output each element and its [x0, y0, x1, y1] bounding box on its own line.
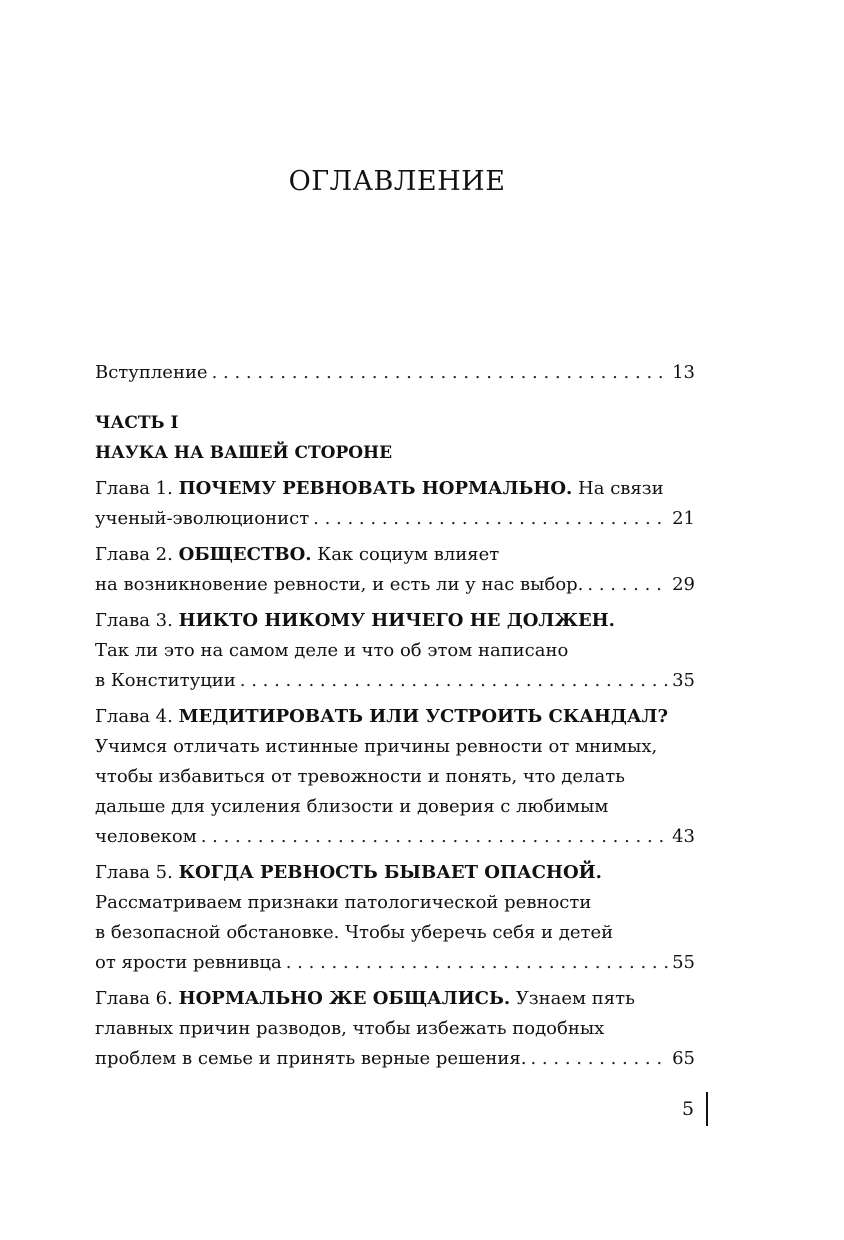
chapter-subtitle-start: На связи: [578, 478, 664, 499]
part-label: ЧАСТЬ I: [95, 413, 179, 433]
page-title: ОГЛАВЛЕНИЕ: [288, 166, 506, 197]
leader-dots: [212, 358, 669, 388]
toc-entry-first-line: [95, 984, 695, 1014]
toc-page-number: 13: [672, 362, 695, 383]
toc-entry-last-line: [95, 948, 695, 978]
chapter-subtitle-line: [95, 762, 695, 792]
chapter-subtitle-line: [95, 918, 695, 948]
page-footer: [682, 1092, 708, 1126]
chapter-prefix: Глава 4.: [95, 706, 173, 727]
toc-entry-chapter-3[interactable]: [95, 606, 695, 696]
chapter-prefix: Глава 2.: [95, 544, 173, 565]
chapter-subtitle-start: Как социум влияет: [317, 544, 500, 565]
toc-entry-last-line: [95, 666, 695, 696]
chapter-subtitle-text: Рассматриваем признаки патологической ревности: [95, 892, 592, 913]
chapter-title: НИКТО НИКОМУ НИЧЕГО НЕ ДОЛЖЕН.: [178, 610, 615, 631]
leader-dots: [286, 948, 668, 978]
chapter-title: КОГДА РЕВНОСТЬ БЫВАЕТ ОПАСНОЙ.: [178, 862, 602, 883]
chapter-subtitle-end: в Конституции: [95, 670, 236, 691]
chapter-title: НОРМАЛЬНО ЖЕ ОБЩАЛИСЬ.: [178, 988, 511, 1009]
toc-entry-heading: [95, 474, 664, 504]
page-number: 5: [682, 1098, 695, 1120]
toc-entry-heading: [95, 858, 602, 888]
chapter-subtitle-line: [95, 636, 695, 666]
leader-dots: [313, 504, 668, 534]
chapter-subtitle-text: Учимся отличать истинные причины ревности от мнимых,: [95, 736, 658, 757]
toc-entry-chapter-2[interactable]: [95, 540, 695, 600]
chapter-subtitle-text: главных причин разводов, чтобы избежать подобных: [95, 1018, 605, 1039]
toc-entry-first-line: [95, 702, 695, 732]
chapter-subtitle-line: [95, 792, 695, 822]
chapter-title: ПОЧЕМУ РЕВНОВАТЬ НОРМАЛЬНО.: [178, 478, 573, 499]
page-number-rule: [706, 1092, 708, 1126]
toc-page-number: 29: [672, 574, 695, 595]
chapter-subtitle-start: Узнаем пять: [515, 988, 635, 1009]
chapter-subtitle-text: дальше для усиления близости и доверия с любимым: [95, 796, 609, 817]
toc-page-number: 65: [672, 1048, 695, 1069]
toc-entry-last-line: [95, 1044, 695, 1074]
chapter-title: ОБЩЕСТВО.: [178, 544, 312, 565]
toc-entry-heading: [95, 984, 635, 1014]
toc-page-number: 21: [672, 508, 695, 529]
toc-entry-first-line: [95, 606, 695, 636]
toc-entry-first-line: [95, 858, 695, 888]
chapter-subtitle-line: [95, 732, 695, 762]
chapter-title: МЕДИТИРОВАТЬ ИЛИ УСТРОИТЬ СКАНДАЛ?: [178, 706, 669, 727]
toc-entry-intro[interactable]: [95, 358, 695, 388]
toc-page-number: 43: [672, 826, 695, 847]
chapter-subtitle-text: в безопасной обстановке. Чтобы уберечь себя и детей: [95, 922, 614, 943]
toc-entry-chapter-5[interactable]: [95, 858, 695, 978]
toc-page-number: 35: [672, 670, 695, 691]
toc-entry-last-line: [95, 822, 695, 852]
chapter-list: [95, 474, 695, 1074]
toc-entry-last-line: [95, 570, 695, 600]
toc-entry-last-line: [95, 504, 695, 534]
part-title: НАУКА НА ВАШЕЙ СТОРОНЕ: [95, 443, 393, 463]
leader-dots: [587, 570, 668, 600]
toc-entry-chapter-6[interactable]: [95, 984, 695, 1074]
toc-entry-chapter-1[interactable]: [95, 474, 695, 534]
chapter-subtitle-end: ученый-эволюционист: [95, 508, 310, 529]
toc-entry-first-line: [95, 474, 695, 504]
chapter-subtitle-line: [95, 888, 695, 918]
leader-dots: [201, 822, 668, 852]
toc-entry-chapter-4[interactable]: [95, 702, 695, 852]
toc-entry-heading: [95, 540, 499, 570]
toc-entry-heading: [95, 702, 668, 732]
chapter-prefix: Глава 1.: [95, 478, 173, 499]
chapter-subtitle-end: проблем в семье и принять верные решения.: [95, 1048, 527, 1069]
toc-page-number: 55: [672, 952, 695, 973]
chapter-subtitle-text: Так ли это на самом деле и что об этом написано: [95, 640, 569, 661]
toc-entry-first-line: [95, 540, 695, 570]
chapter-subtitle-text: чтобы избавиться от тревожности и понять, что делать: [95, 766, 625, 787]
chapter-subtitle-end: человеком: [95, 826, 197, 847]
chapter-prefix: Глава 6.: [95, 988, 173, 1009]
chapter-subtitle-end: на возникновение ревности, и есть ли у нас выбор.: [95, 574, 584, 595]
toc-entry-heading: [95, 606, 615, 636]
chapter-subtitle-end: от ярости ревнивца: [95, 952, 282, 973]
leader-dots: [530, 1044, 668, 1074]
toc-entry-label: Вступление: [95, 362, 208, 383]
chapter-prefix: Глава 3.: [95, 610, 173, 631]
table-of-contents: [95, 358, 695, 1074]
chapter-prefix: Глава 5.: [95, 862, 173, 883]
chapter-subtitle-line: [95, 1014, 695, 1044]
leader-dots: [240, 666, 668, 696]
